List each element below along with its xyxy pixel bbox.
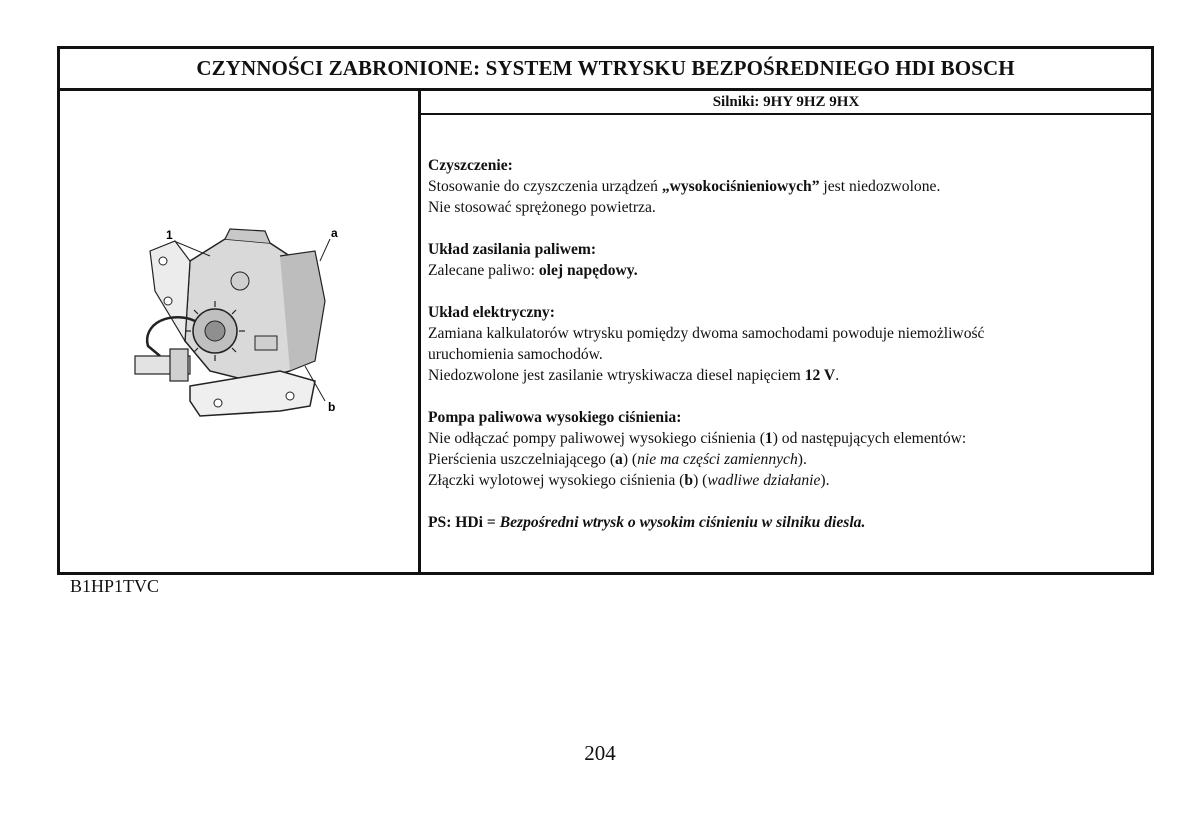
page-number: 204: [584, 741, 616, 765]
instructions-body: [428, 155, 1141, 533]
text-run: ).: [820, 472, 830, 489]
text-run-italic: wadliwe działanie: [707, 472, 821, 489]
pump-line-3: [428, 470, 1141, 491]
text-run-bold: a: [615, 451, 623, 468]
text-run: ) (: [693, 472, 708, 489]
pump-line-2: [428, 449, 1141, 470]
fuel-line-1: [428, 260, 1141, 281]
text-run-bold: „wysokociśnieniowych”: [661, 178, 820, 195]
fuel-pump-illustration: [130, 221, 350, 431]
callout-a-label: a: [331, 226, 338, 240]
section-heading-electric: Układ elektryczny:: [428, 304, 555, 321]
engine-codes-header: Silniki: 9HY 9HZ 9HX: [421, 91, 1151, 115]
text-run: Nie odłączać pompy paliwowej wysokiego ciśnienia (: [428, 430, 765, 447]
document-code: B1HP1TVC: [70, 576, 160, 596]
warning-table: [57, 46, 1154, 575]
cleaning-line-2: Nie stosować sprężonego powietrza.: [428, 199, 656, 216]
callout-1-label: 1: [166, 228, 173, 242]
text-run: Niedozwolone jest zasilanie wtryskiwacza diesel napięciem: [428, 367, 805, 384]
pump-line-1: [428, 428, 1141, 449]
page-title: CZYNNOŚCI ZABRONIONE: SYSTEM WTRYSKU BEZPOŚREDNIEGO HDI BOSCH: [60, 49, 1151, 91]
electric-line-3: [428, 365, 1141, 386]
text-run: Stosowanie do czyszczenia urządzeń: [428, 178, 662, 195]
text-run: Zalecane paliwo:: [428, 262, 539, 279]
text-run: ) (: [622, 451, 638, 468]
illustration-cell: [60, 91, 421, 572]
section-heading-fuel: Układ zasilania paliwem:: [428, 241, 597, 258]
electric-line-1: Zamiana kalkulatorów wtrysku pomiędzy dwoma samochodami powoduje niemożliwość: [428, 325, 985, 342]
text-run: ) od następujących elementów:: [772, 430, 967, 447]
ps-note: [428, 512, 1141, 533]
cleaning-line-1: [428, 176, 1141, 197]
section-heading-pump: Pompa paliwowa wysokiego ciśnienia:: [428, 409, 682, 426]
text-run-bold: 12 V: [804, 367, 836, 384]
content-cell: [421, 91, 1151, 572]
section-heading-cleaning: Czyszczenie:: [428, 157, 513, 174]
ps-definition: Bezpośredni wtrysk o wysokim ciśnieniu w silniku diesla.: [499, 514, 866, 531]
text-run: .: [835, 367, 840, 384]
ps-label: PS: HDi =: [428, 514, 500, 531]
callout-b-label: b: [328, 400, 336, 414]
electric-line-2: uruchomienia samochodów.: [428, 346, 603, 363]
text-run: ).: [797, 451, 807, 468]
text-run-bold: olej napędowy.: [538, 262, 638, 279]
text-run-bold: b: [684, 472, 694, 489]
text-run-bold: 1: [764, 430, 773, 447]
text-run: Złączki wylotowej wysokiego ciśnienia (: [428, 472, 685, 489]
text-run: Pierścienia uszczelniającego (: [428, 451, 616, 468]
text-run: jest niedozwolone.: [819, 178, 941, 195]
text-run-italic: nie ma części zamiennych: [637, 451, 798, 468]
